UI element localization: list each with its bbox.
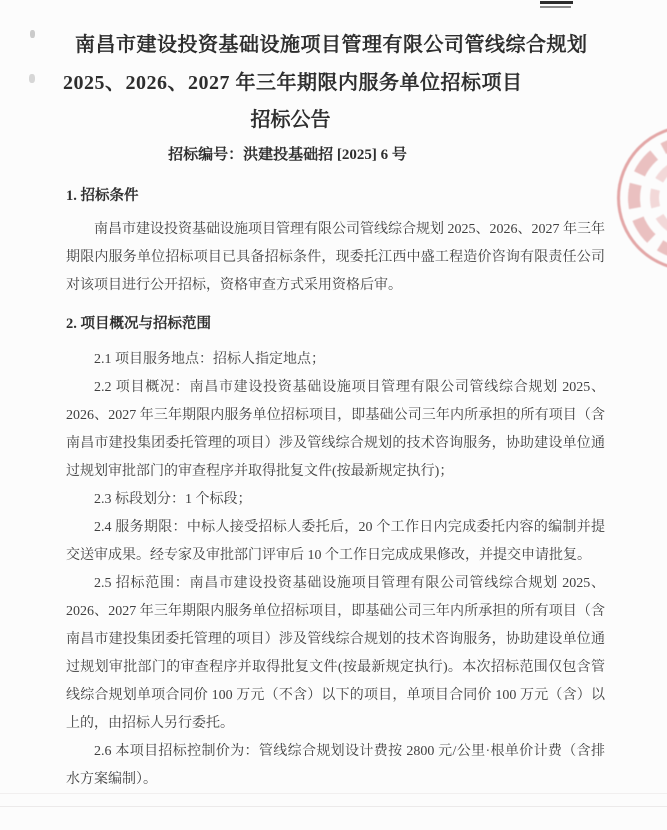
section-project-overview <box>66 310 605 794</box>
section-tender-conditions <box>66 182 605 300</box>
scan-faint-line <box>0 793 667 794</box>
section-1-heading: 1. 招标条件 <box>66 188 139 204</box>
scan-faint-line <box>0 806 667 807</box>
clause-2-3-lot-division: 2.3 标段划分：1 个标段； <box>94 492 252 507</box>
section-1-paragraph-1: 南昌市建设投资基础设施项目管理有限公司管线综合规划 2025、2026、2027 年三年期限内服务单位招标项目已具备招标条件，现委托江西中盛工程造价咨询有限责任公司对该项目进行公开招标，资格审查方式采用资格后审。 <box>66 222 605 293</box>
clause-2-2-project-overview: 2.2 项目概况：南昌市建设投资基础设施项目管理有限公司管线综合规划 2025、2026、2027 年三年期限内服务单位招标项目，即基础公司三年内所承担的所有项目（含南昌市建投集团委托管理的项目）涉及管线综合规划的技术咨询服务，协助建设单位通过规划审批部门的审查程序并取得批复文件(按最新规定执行)； <box>66 380 605 479</box>
title-line-2: 2025、2026、2027 年三年期限内服务单位招标项目 <box>63 72 523 94</box>
section-2-heading: 2. 项目概况与招标范围 <box>66 316 211 332</box>
title-line-1: 南昌市建设投资基础设施项目管理有限公司管线综合规划 <box>75 34 588 56</box>
clause-2-1-service-location: 2.1 项目服务地点：招标人指定地点； <box>94 352 325 367</box>
document-subtitle: 招标公告 <box>250 109 331 131</box>
clause-2-6-control-price: 2.6 本项目招标控制价为：管线综合规划设计费按 2800 元/公里·根单价计费（含排水方案编制）。 <box>66 744 605 787</box>
clause-2-4-service-period: 2.4 服务期限：中标人接受招标人委托后，20 个工作日内完成委托内容的编制并提交送审成果。经专家及审批部门评审后 10 个工作日完成成果修改，并提交申请批复。 <box>66 520 605 563</box>
clause-2-5-tender-scope: 2.5 招标范围：南昌市建设投资基础设施项目管理有限公司管线综合规划 2025、2026、2027 年三年期限内服务单位招标项目，即基础公司三年内所承担的所有项目（含南昌市建投集团委托管理的项目）涉及管线综合规划的技术咨询服务，协助建设单位通过规划审批部门的审查程序并取得批复文件(按最新规定执行)。本次招标范围仅包含管线综合规划单项合同价 100 万元（不含）以下的项目，单项目合同价 100 万元（含）以上的，由招标人另行委托。 <box>66 576 605 731</box>
tender-number: 招标编号：洪建投基础招 [2025] 6 号 <box>168 147 407 163</box>
document-title <box>63 26 605 102</box>
